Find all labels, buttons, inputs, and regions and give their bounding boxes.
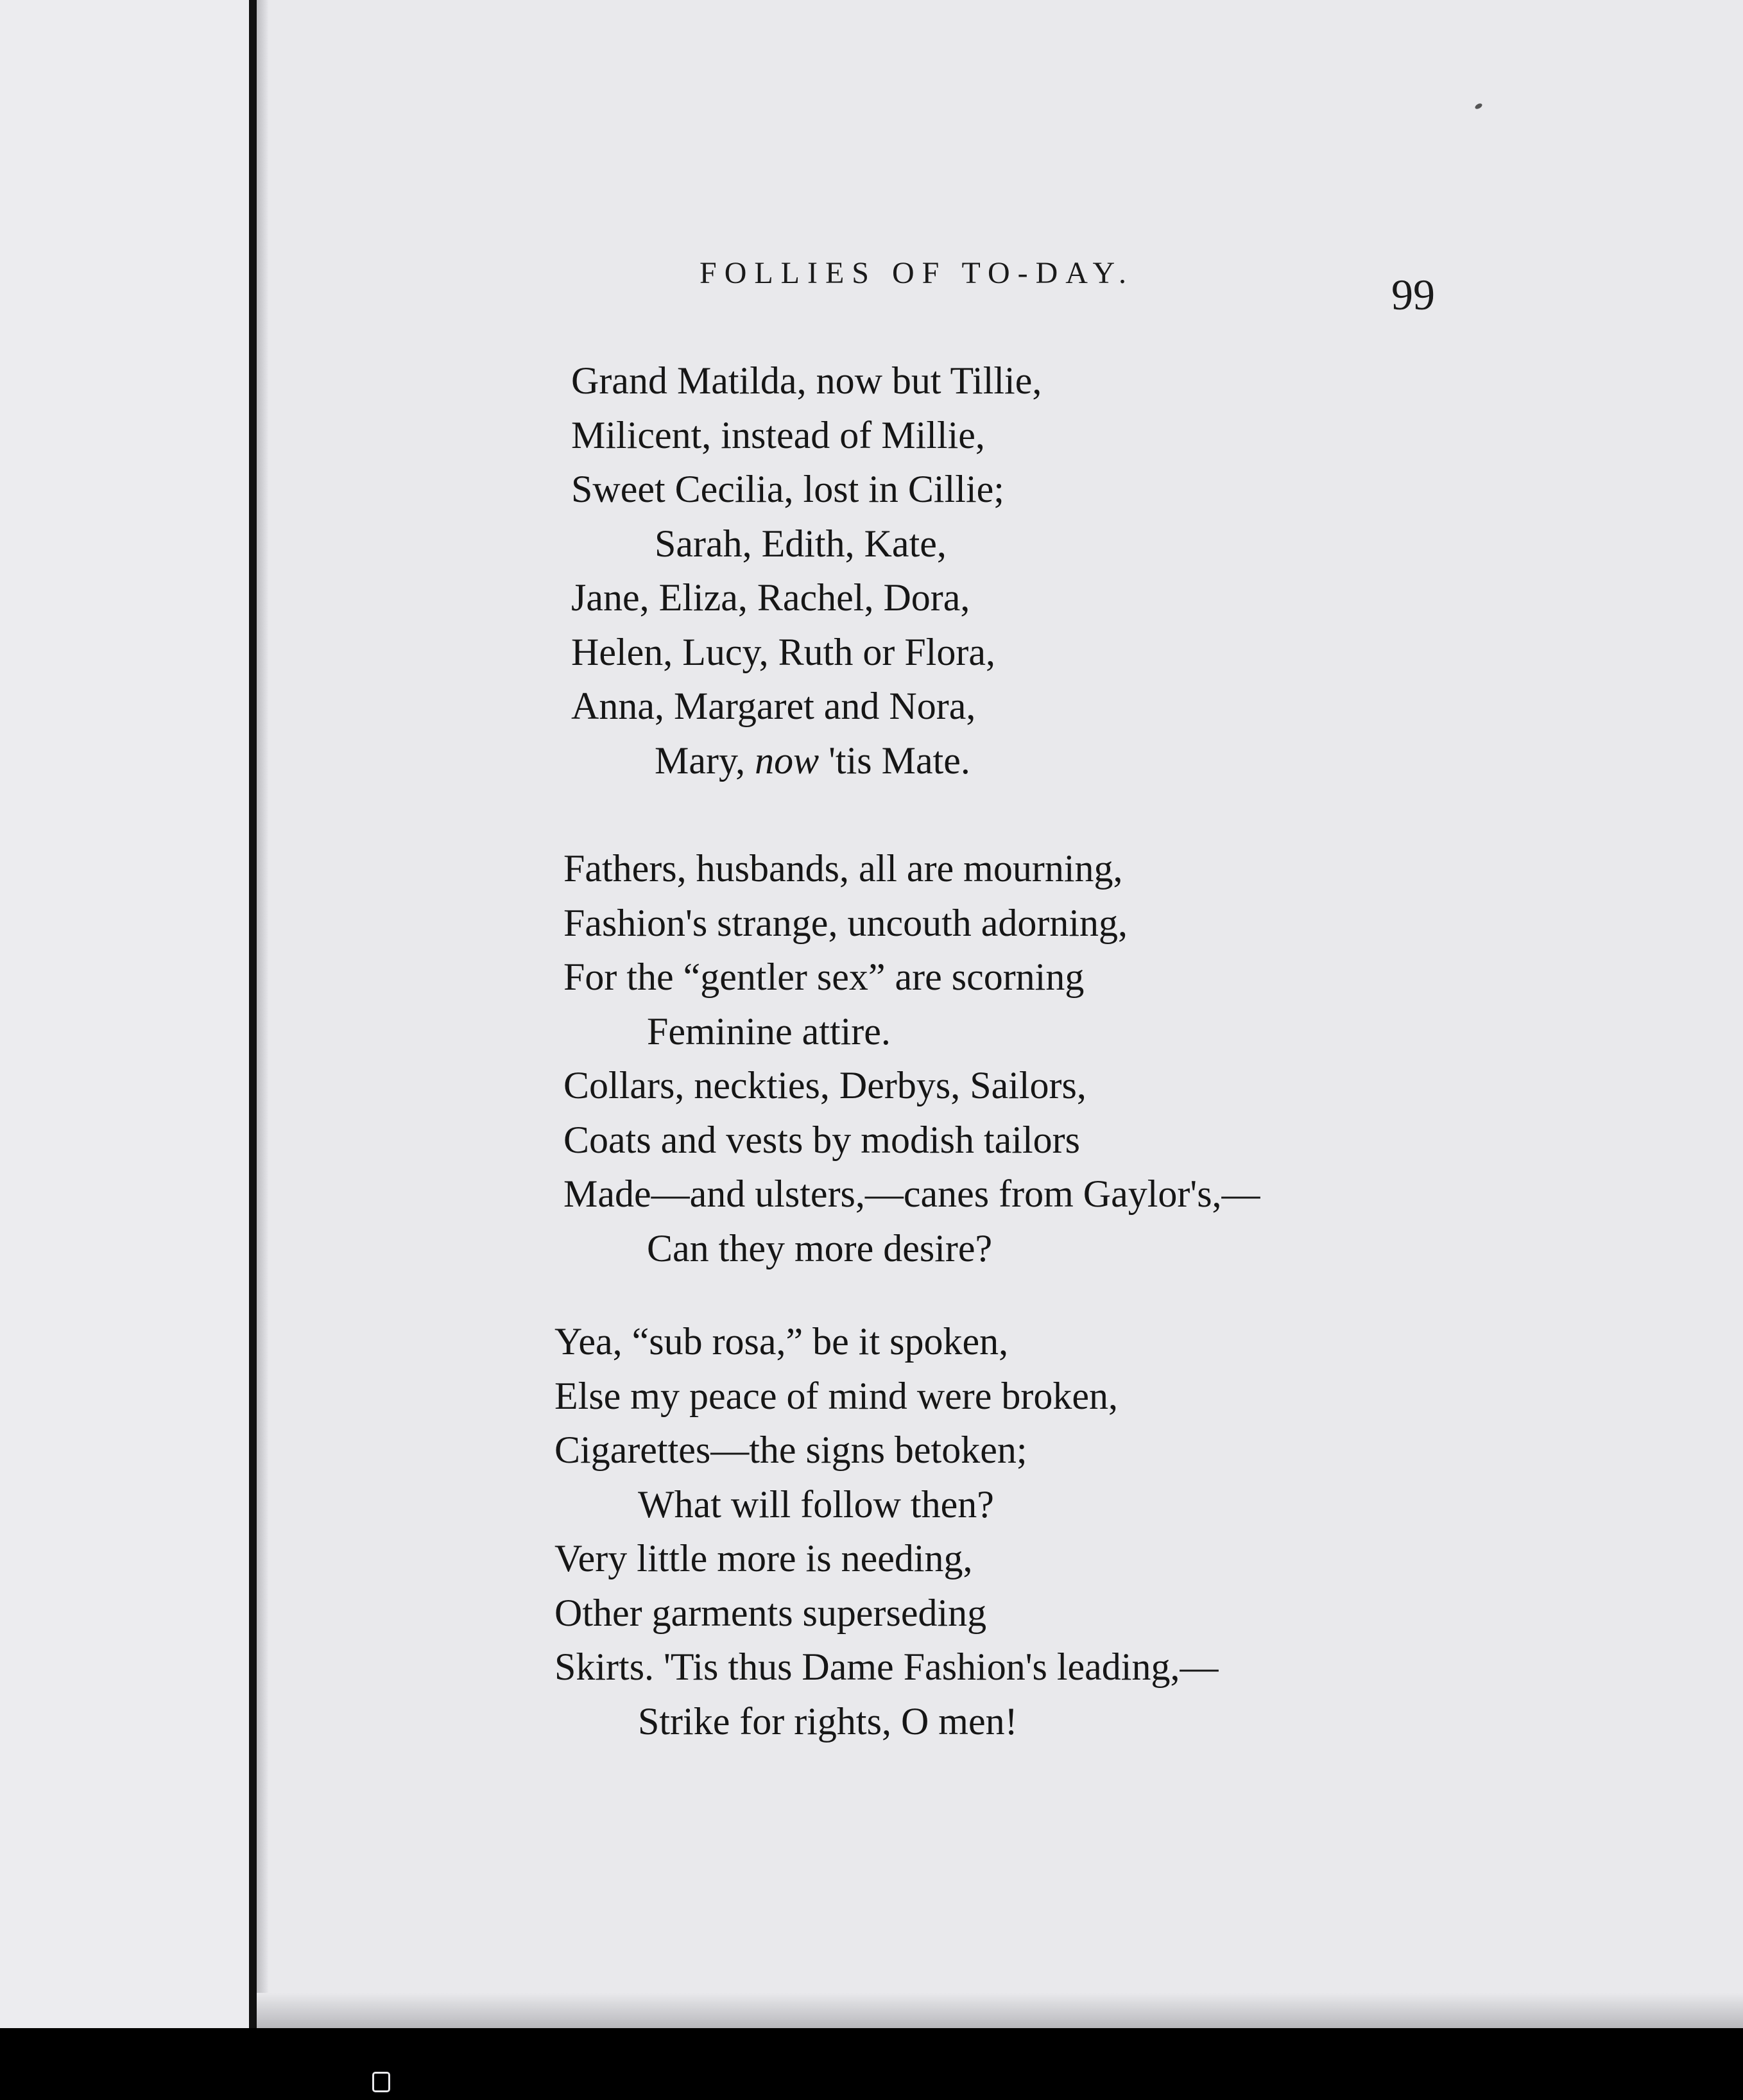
verse-line: Cigarettes—the signs betoken; xyxy=(554,1429,1027,1471)
verse-line: Jane, Eliza, Rachel, Dora, xyxy=(571,576,970,619)
verse-line: Skirts. 'Tis thus Dame Fashion's leading,— xyxy=(554,1646,1219,1688)
verse-line: Collars, neckties, Derbys, Sailors, xyxy=(563,1064,1086,1106)
ink-speck xyxy=(1474,102,1483,110)
stanza-1 xyxy=(571,354,1502,788)
facing-page-edge xyxy=(0,0,249,2028)
verse-line: Other garments superseding xyxy=(554,1591,987,1634)
verse-line: Sweet Cecilia, lost in Cillie; xyxy=(571,468,1004,510)
verse-line: Grand Matilda, now but Tillie, xyxy=(571,359,1042,402)
running-head: FOLLIES OF TO-DAY. xyxy=(700,256,1134,290)
verse-line: Yea, “sub rosa,” be it spoken, xyxy=(554,1320,1009,1363)
verse-line-indented: Feminine attire. xyxy=(647,1010,891,1053)
verse-line: Made—and ulsters,—canes from Gaylor's,— xyxy=(563,1173,1260,1215)
verse-line-indented: Can they more desire? xyxy=(647,1226,993,1269)
verse-line: For the “gentler sex” are scorning xyxy=(563,956,1085,998)
verse-line: Fathers, husbands, all are mourning, xyxy=(563,847,1123,890)
book-gutter xyxy=(249,0,257,2028)
verse-line: Very little more is needing, xyxy=(554,1537,973,1579)
verse-line: Fashion's strange, uncouth adorning, xyxy=(563,901,1128,944)
verse-line: Helen, Lucy, Ruth or Flora, xyxy=(571,630,995,673)
verse-line-indented: Strike for rights, O men! xyxy=(638,1700,1018,1743)
stanza-3 xyxy=(554,1314,1485,1748)
page-number: 99 xyxy=(1391,270,1435,319)
verse-line-indented xyxy=(571,734,1502,788)
verse-line: Milicent, instead of Millie, xyxy=(571,413,985,456)
verse-line: Coats and vests by modish tailors xyxy=(563,1118,1080,1161)
stanza-2 xyxy=(563,841,1494,1275)
verse-line: Else my peace of mind were broken, xyxy=(554,1374,1118,1417)
scan-border xyxy=(0,2028,1743,2100)
verse-line-indented: Sarah, Edith, Kate, xyxy=(655,522,947,565)
verse-line: Anna, Margaret and Nora, xyxy=(571,685,976,727)
verse-text: Mary, xyxy=(655,739,755,782)
verse-line-indented: What will follow then? xyxy=(638,1483,994,1526)
italic-word: now xyxy=(755,739,820,782)
verse-text: 'tis Mate. xyxy=(819,739,970,782)
gutter-shadow xyxy=(257,0,268,2028)
page-bottom-shadow xyxy=(257,1993,1743,2028)
scan-artifact-icon xyxy=(372,2072,390,2092)
